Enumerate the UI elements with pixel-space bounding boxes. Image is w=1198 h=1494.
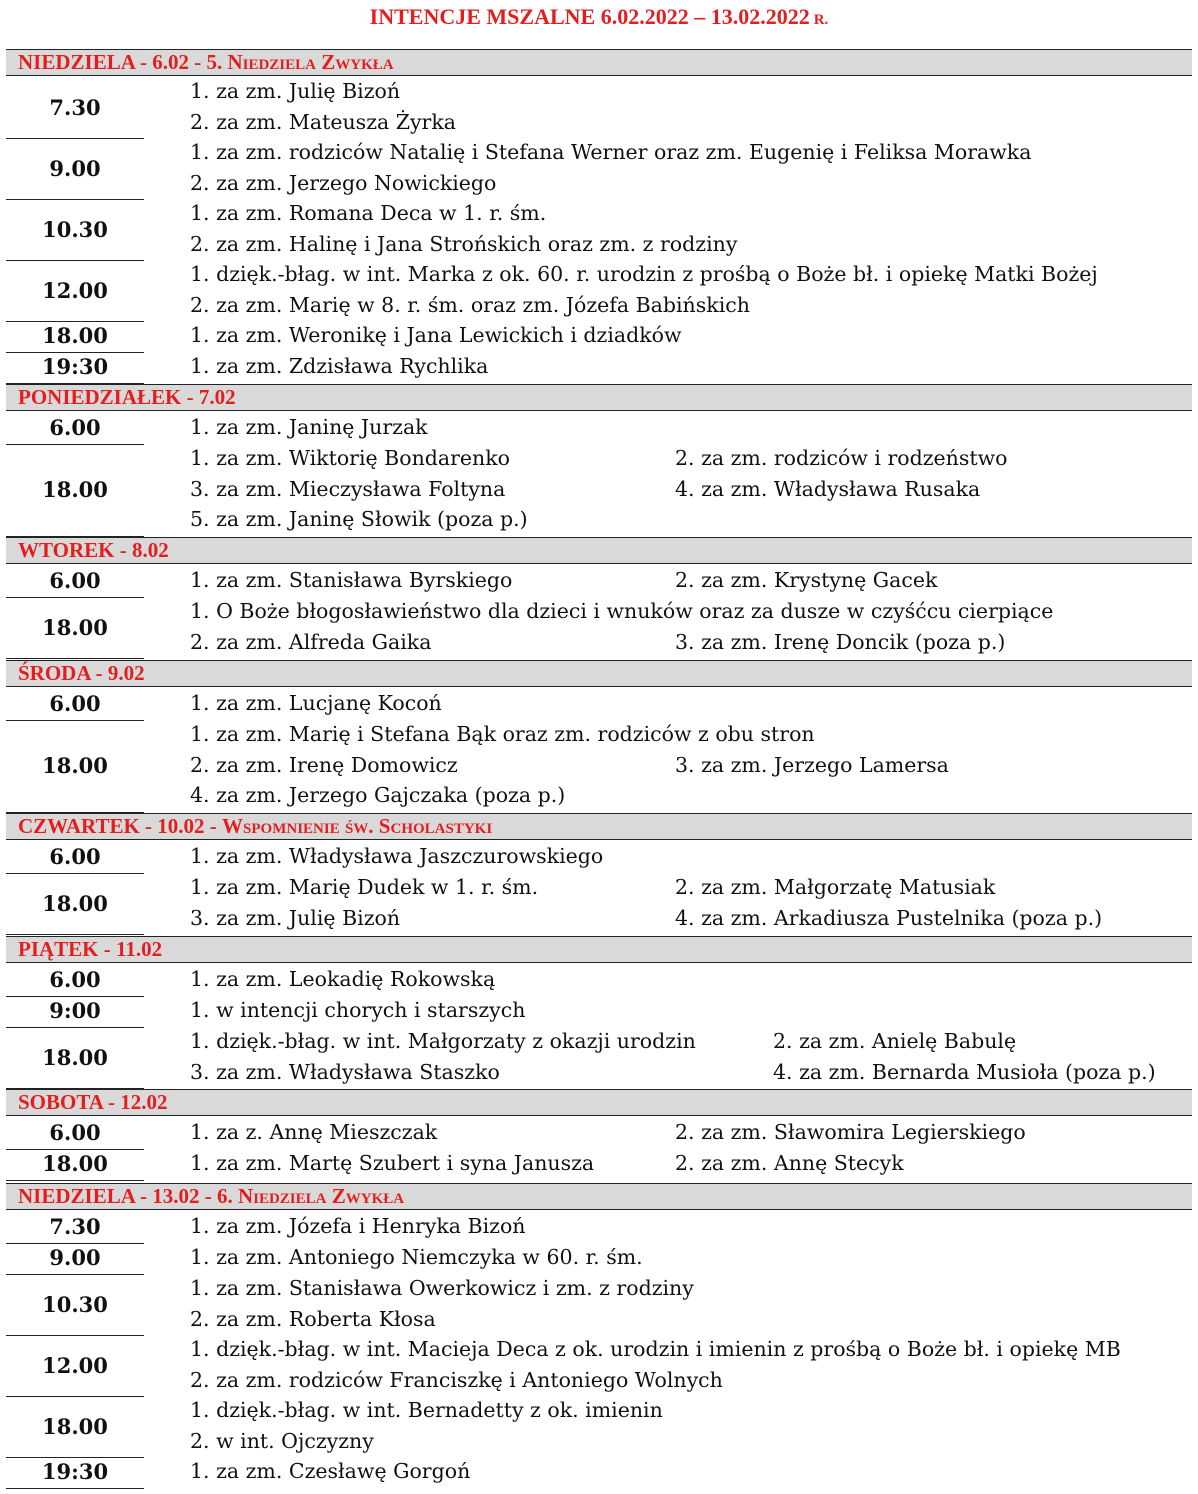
time-divider [6,597,144,598]
mass-intention: 2. za zm. Krystynę Gacek [675,568,938,592]
day-header-label: SOBOTA - 12.02 [18,1090,168,1114]
mass-intention: 2. za zm. rodziców Franciszkę i Antoniego Wolnych [190,1367,723,1392]
mass-intention: 3. za zm. Irenę Doncik (poza p.) [675,629,1006,654]
mass-intention: 1. za zm. Leokadię Rokowską [190,967,496,991]
mass-time: 18.00 [42,1413,108,1439]
time-divider [6,1180,144,1181]
mass-intention: 1. za zm. Czesławę Gorgoń [190,1459,471,1483]
time-divider [6,1396,144,1397]
mass-intention: 1. O Boże błogosławieństwo dla dzieci i wnuków oraz za dusze w czyśćcu cierpiące [190,599,1054,623]
mass-intention: 1. za zm. rodziców Natalię i Stefana Werner oraz zm. Eugenię i Feliksa Morawka [190,140,1032,164]
time-divider [6,1243,144,1244]
day-header-feast: 6. Niedziela Zwykła [216,1184,405,1208]
mass-intention: 1. za zm. Marię i Stefana Bąk oraz zm. rodziców z obu stron [190,722,815,746]
mass-time: 19:30 [41,354,109,380]
mass-time: 6.00 [49,415,101,441]
time-divider [6,444,144,445]
time-divider [6,996,144,997]
day-header [6,537,1192,564]
mass-time: 18.00 [42,323,108,349]
day-header-feast: Wspomnienie św. Scholastyki [222,814,493,838]
mass-intention: 2. za zm. Alfreda Gaika [190,629,432,654]
mass-intention: 3. za zm. Władysława Staszko [190,1059,500,1084]
mass-intention: 2. za zm. Roberta Kłosa [190,1306,436,1331]
day-header [6,49,1192,76]
mass-time: 12.00 [42,277,108,303]
mass-intention: 1. za zm. Wiktorię Bondarenko [190,446,511,470]
day-header-label: WTOREK - 8.02 [18,538,169,562]
day-header [6,936,1192,963]
mass-intention: 2. za zm. Mateusza Żyrka [190,109,456,134]
time-divider [6,260,144,261]
time-divider [6,138,144,139]
mass-intention: 3. za zm. Julię Bizoń [190,905,401,930]
time-divider [6,1274,144,1275]
mass-intention: 1. za zm. Józefa i Henryka Bizoń [190,1214,526,1238]
mass-intention: 1. za zm. Stanisława Owerkowicz i zm. z rodziny [190,1276,694,1300]
mass-intention: 1. w intencji chorych i starszych [190,998,526,1022]
day-header-label: ŚRODA - 9.02 [18,661,145,685]
time-divider [6,1335,144,1336]
day-header [6,660,1192,687]
day-header [6,384,1192,411]
mass-intention: 2. za zm. Anielę Babulę [773,1029,1017,1053]
mass-time: 18.00 [42,1044,108,1070]
mass-intention: 1. za zm. Romana Deca w 1. r. śm. [190,201,547,225]
mass-intention: 1. dzięk.-błag. w int. Marka z ok. 60. r. urodzin z prośbą o Boże bł. i opiekę Matki Bożej [190,262,1098,286]
time-divider [6,321,144,322]
mass-intention: 1. za zm. Zdzisława Rychlika [190,354,489,378]
title-suffix: R. [813,12,829,28]
time-divider [6,199,144,200]
mass-intention: 1. za zm. Marię Dudek w 1. r. śm. [190,875,539,899]
mass-intention: 3. za zm. Jerzego Lamersa [675,752,949,777]
mass-intention: 2. za zm. Małgorzatę Matusiak [675,875,996,899]
mass-time: 18.00 [42,752,108,778]
mass-time: 19:30 [41,1459,109,1485]
mass-intention: 2. za zm. rodziców i rodzeństwo [675,446,1008,470]
mass-intention: 2. za zm. Annę Stecyk [675,1151,904,1175]
mass-intention: 1. dzięk.-błag. w int. Małgorzaty z okazji urodzin [190,1029,696,1053]
mass-intention: 2. za zm. Sławomira Legierskiego [675,1120,1026,1144]
mass-intention: 5. za zm. Janinę Słowik (poza p.) [190,507,528,531]
day-header [6,1089,1192,1116]
time-divider [6,720,144,721]
day-header-label: NIEDZIELA - 13.02 - [18,1184,217,1208]
title-main: INTENCJE MSZALNE 6.02.2022 – 13.02.2022 [369,4,810,29]
mass-intention: 4. za zm. Władysława Rusaka [675,476,981,501]
time-divider [6,873,144,874]
day-header-label: CZWARTEK - 10.02 - [18,814,223,838]
mass-time: 9.00 [49,155,101,181]
mass-time: 9.00 [49,1245,101,1271]
mass-intention: 2. za zm. Irenę Domowicz [190,752,458,777]
day-header [6,813,1192,840]
mass-time: 9:00 [49,998,101,1024]
mass-intention: 1. dzięk.-błag. w int. Macieja Deca z ok. urodzin i imienin z prośbą o Boże bł. i opiekę MB [190,1337,1121,1361]
mass-intention: 2. za zm. Marię w 8. r. śm. oraz zm. Józefa Babińskich [190,292,750,317]
mass-intention: 4. za zm. Arkadiusza Pustelnika (poza p.) [675,905,1103,930]
day-header-label: PONIEDZIAŁEK - 7.02 [18,385,236,409]
mass-time: 6.00 [49,568,101,594]
mass-time: 7.30 [49,94,101,120]
mass-intention: 1. za zm. Weronikę i Jana Lewickich i dziadków [190,323,682,347]
mass-intention: 1. za zm. Antoniego Niemczyka w 60. r. śm. [190,1245,643,1269]
mass-time: 6.00 [49,1120,101,1146]
mass-time: 6.00 [49,691,101,717]
mass-intention: 1. za zm. Martę Szubert i syna Janusza [190,1151,595,1175]
mass-time: 10.30 [42,1291,108,1317]
mass-intention: 1. za z. Annę Mieszczak [190,1120,438,1144]
time-divider [6,1488,144,1489]
time-divider [6,658,144,659]
mass-intention: 1. dzięk.-błag. w int. Bernadetty z ok. imienin [190,1398,663,1422]
mass-time: 18.00 [42,890,108,916]
mass-time: 6.00 [49,844,101,870]
mass-intention: 4. za zm. Jerzego Gajczaka (poza p.) [190,783,566,807]
mass-intention: 2. za zm. Jerzego Nowickiego [190,170,497,195]
mass-time: 6.00 [49,967,101,993]
day-header-label: NIEDZIELA - 6.02 - [18,50,207,74]
mass-intention: 1. za zm. Julię Bizoń [190,79,401,103]
day-header [6,1183,1192,1210]
mass-time: 12.00 [42,1352,108,1378]
mass-time: 18.00 [42,1151,108,1177]
mass-time: 18.00 [42,476,108,502]
mass-time: 18.00 [42,614,108,640]
day-header-feast: 5. Niedziela Zwykła [206,50,394,74]
mass-intention: 1. za zm. Lucjanę Kocoń [190,691,442,715]
time-divider [6,1457,144,1458]
mass-intention: 2. w int. Ojczyzny [190,1428,374,1453]
time-divider [6,1149,144,1150]
mass-time: 10.30 [42,216,108,242]
mass-intention: 1. za zm. Janinę Jurzak [190,415,428,439]
day-header-label: PIĄTEK - 11.02 [18,937,163,961]
time-divider [6,934,144,935]
mass-intention: 1. za zm. Stanisława Byrskiego [190,568,513,592]
mass-intention: 4. za zm. Bernarda Musioła (poza p.) [773,1059,1156,1084]
mass-intention: 3. za zm. Mieczysława Foltyna [190,476,506,501]
mass-time: 7.30 [49,1214,101,1240]
page-title [0,4,1198,30]
mass-intention: 1. za zm. Władysława Jaszczurowskiego [190,844,604,868]
mass-intention: 2. za zm. Halinę i Jana Strońskich oraz zm. z rodziny [190,231,738,256]
time-divider [6,352,144,353]
time-divider [6,1027,144,1028]
